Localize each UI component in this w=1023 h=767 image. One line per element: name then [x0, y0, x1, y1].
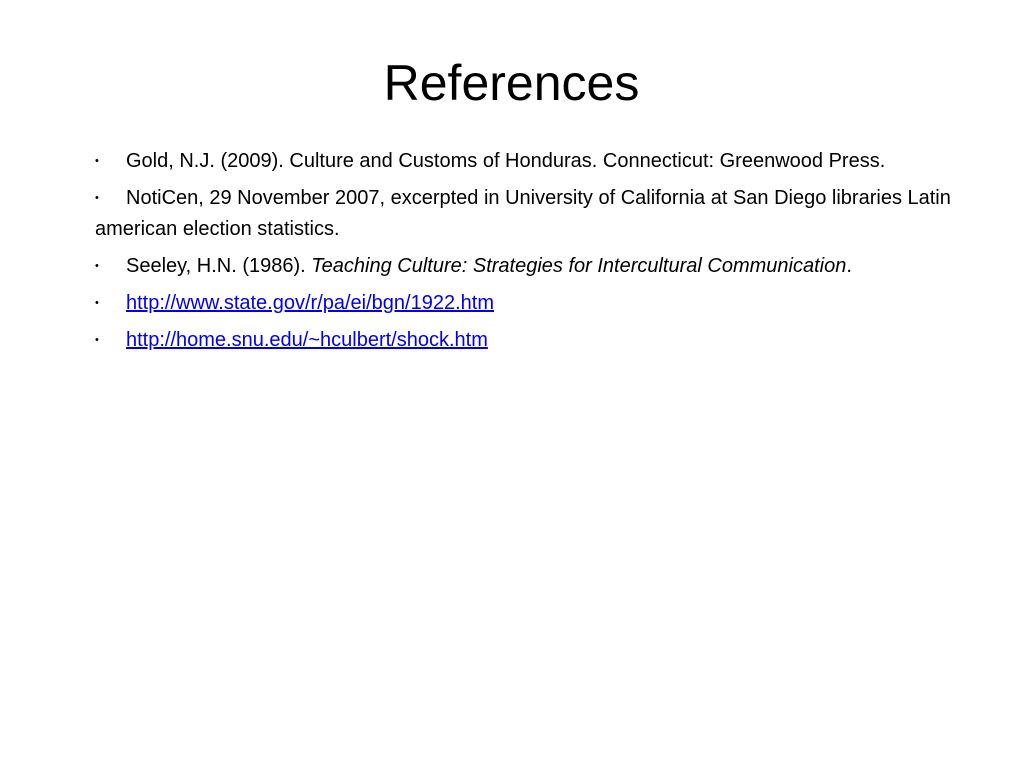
reference-book-title: Teaching Culture: Strategies for Intercultural Communication: [311, 255, 847, 277]
reference-link-snu-edu[interactable]: http://home.snu.edu/~hculbert/shock.htm: [126, 329, 488, 351]
reference-item: [95, 288, 955, 319]
bullet-icon: •: [95, 155, 99, 167]
bullet-icon: •: [95, 297, 99, 309]
bullet-icon: •: [95, 334, 99, 346]
reference-item: [95, 325, 955, 356]
reference-link-state-gov[interactable]: http://www.state.gov/r/pa/ei/bgn/1922.htm: [126, 292, 494, 314]
reference-text-prefix: Seeley, H.N. (1986).: [126, 255, 312, 277]
reference-text-suffix: .: [846, 255, 852, 277]
bullet-icon: •: [95, 192, 99, 204]
reference-item: [95, 146, 955, 177]
slide-title: References: [383, 55, 640, 111]
bullet-icon: •: [95, 260, 99, 272]
reference-text: NotiCen, 29 November 2007, excerpted in University of California at San Diego libraries Latin american election statistics.: [95, 187, 951, 240]
reference-list: [95, 146, 955, 362]
reference-item: [95, 183, 955, 245]
reference-item: [95, 251, 955, 282]
reference-text: Gold, N.J. (2009). Culture and Customs of Honduras. Connecticut: Greenwood Press.: [126, 150, 886, 172]
